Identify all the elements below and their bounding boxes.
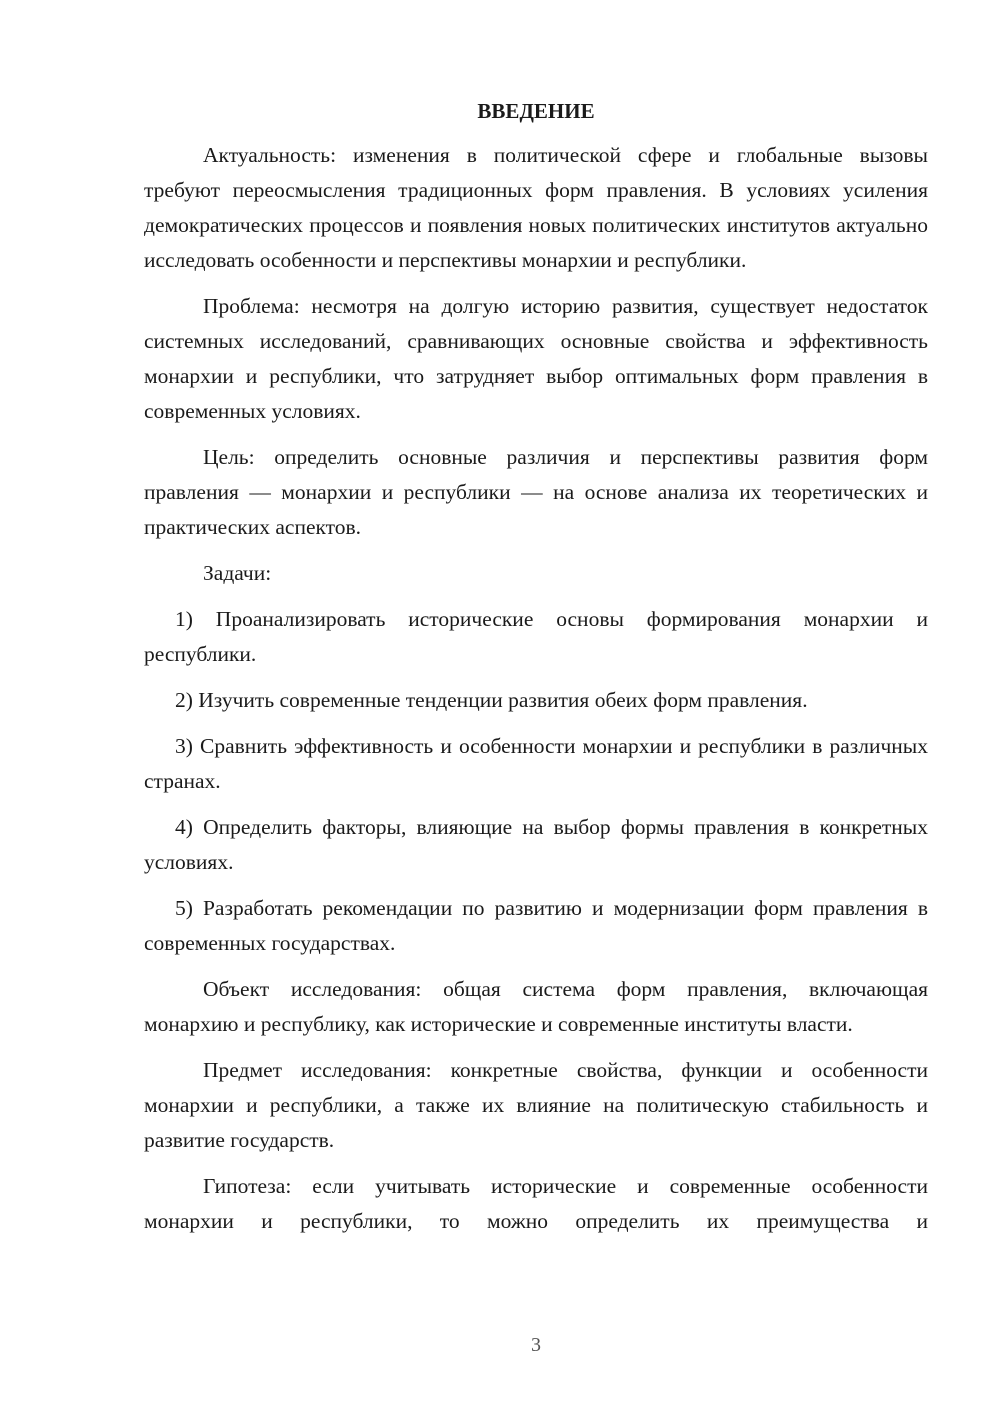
task-item-5: 5) Разработать рекомендации по развитию и модернизации форм правления в современных государствах. xyxy=(144,896,928,955)
object-paragraph: Объект исследования: общая система форм правления, включающая монархию и республику, как исторические и современные институты власти. xyxy=(144,977,928,1036)
tasks-label: Задачи: xyxy=(203,561,272,585)
task-item-3: 3) Сравнить эффективность и особенности монархии и республики в различных странах. xyxy=(144,734,928,793)
document-body xyxy=(144,96,928,1239)
goal-paragraph: Цель: определить основные различия и перспективы развития форм правления — монархии и республики — на основе анализа их теоретических и практических аспектов. xyxy=(144,445,928,539)
task-item-4: 4) Определить факторы, влияющие на выбор формы правления в конкретных условиях. xyxy=(144,815,928,874)
subject-paragraph: Предмет исследования: конкретные свойства, функции и особенности монархии и республики, а также их влияние на политическую стабильность и развитие государств. xyxy=(144,1058,928,1152)
page-number: 3 xyxy=(531,1334,541,1356)
section-heading: ВВЕДЕНИЕ xyxy=(477,99,595,123)
hypothesis-paragraph: Гипотеза: если учитывать исторические и современные особенности монархии и республики, то можно определить их преимущества и xyxy=(144,1174,928,1233)
task-item-2: 2) Изучить современные тенденции развития обеих форм правления. xyxy=(175,688,808,712)
relevance-paragraph: Актуальность: изменения в политической сфере и глобальные вызовы требуют переосмысления традиционных форм правления. В условиях усиления демократических процессов и появления новых политических институтов актуально исследовать особенности и перспективы монархии и республики. xyxy=(144,143,928,272)
task-item-1: 1) Проанализировать исторические основы формирования монархии и республики. xyxy=(144,607,928,666)
problem-paragraph: Проблема: несмотря на долгую историю развития, существует недостаток системных исследований, сравнивающих основные свойства и эффективность монархии и республики, что затрудняет выбор оптимальных форм правления в современных условиях. xyxy=(144,294,928,423)
